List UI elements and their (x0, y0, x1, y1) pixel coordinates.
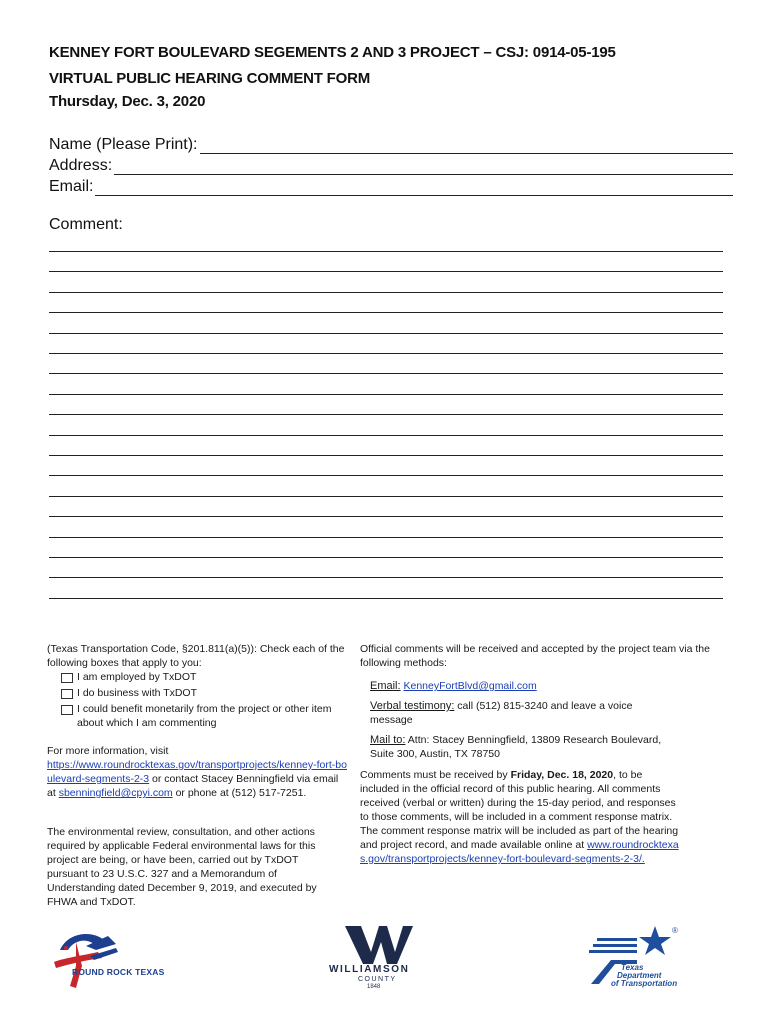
method-verbal-label: Verbal testimony: (370, 700, 455, 712)
deadline-link[interactable]: www.roundrocktexas.gov/transportprojects/kenney-fort-boulevard-segments-2-3/. (360, 839, 679, 865)
deadline-body: , to be included in the official record of this public hearing. All comments received (verbal or written) during the 15-day period, and responses to those comments, will be included in a comment response matrix. The comment response matrix will be included as part of the hearing and project record, and made available online at (360, 769, 679, 851)
email-input-line[interactable] (95, 180, 733, 196)
comment-line[interactable] (49, 496, 723, 497)
more-info-mid: or contact Stacey Benningfield via email at (47, 773, 339, 799)
deadline-prefix: Comments must be received by (360, 769, 511, 781)
name-field[interactable] (49, 134, 733, 154)
comment-line[interactable] (49, 312, 723, 313)
comment-line[interactable] (49, 292, 723, 293)
williamson-w-icon (325, 922, 425, 966)
comment-line[interactable] (49, 333, 723, 334)
hearing-date: Thursday, Dec. 3, 2020 (49, 93, 206, 110)
comment-line[interactable] (49, 598, 723, 599)
comment-line[interactable] (49, 251, 723, 252)
more-info-text (47, 744, 347, 800)
method-verbal (370, 699, 670, 727)
checkbox-label: I could benefit monetarily from the project or other item about which I am commenting (77, 703, 332, 729)
deadline-date: Friday, Dec. 18, 2020 (510, 769, 614, 781)
method-email-link[interactable]: KenneyFortBlvd@gmail.com (403, 680, 537, 692)
comment-line[interactable] (49, 475, 723, 476)
more-info-suffix: or phone at (512) 517-7251. (172, 787, 307, 799)
methods-intro: Official comments will be received and accepted by the project team via the following methods: (360, 643, 710, 669)
williamson-county-logo (325, 922, 425, 992)
txdot-logo (583, 920, 683, 990)
checkbox-icon[interactable] (61, 689, 73, 699)
environmental-statement: The environmental review, consultation, and other actions required by applicable Federal environmental laws for this project are being, or have been, carried out by TxDOT pursuant to 23 U.S.C. 327 and a Memorandum of Understanding dated December 9, 2019, and executed by FHWA and TxDOT. (47, 826, 317, 908)
email-label: Email: (49, 178, 94, 195)
deadline-statement (360, 768, 680, 866)
method-mail-value: Attn: Stacey Benningfield, 13809 Research Boulevard, Suite 300, Austin, TX 78750 (370, 734, 662, 760)
project-link[interactable]: https://www.roundrocktexas.gov/transportprojects/kenney-fort-boulevard-segments-2-3 (47, 759, 347, 785)
comment-line[interactable] (49, 455, 723, 456)
name-label: Name (Please Print): (49, 136, 198, 153)
comment-line[interactable] (49, 353, 723, 354)
method-mail (370, 733, 670, 761)
more-info-prefix: For more information, visit (47, 745, 169, 757)
address-input-line[interactable] (114, 159, 733, 175)
comment-label: Comment: (49, 216, 123, 233)
checkbox-icon[interactable] (61, 705, 73, 715)
comment-line[interactable] (49, 577, 723, 578)
checkbox-label: I am employed by TxDOT (77, 671, 197, 683)
comment-line[interactable] (49, 373, 723, 374)
comment-line[interactable] (49, 516, 723, 517)
round-rock-emblem-icon (46, 922, 176, 994)
checkbox-benefit[interactable] (61, 702, 351, 730)
comment-line[interactable] (49, 271, 723, 272)
method-mail-label: Mail to: (370, 734, 406, 746)
address-label: Address: (49, 157, 113, 174)
method-email-label: Email: (370, 680, 401, 692)
disclosure-intro: (Texas Transportation Code, §201.811(a)(5)): Check each of the following boxes that apply to you: (47, 643, 345, 669)
txdot-line3: of Transportation (611, 979, 678, 988)
project-title: KENNEY FORT BOULEVARD SEGEMENTS 2 AND 3 PROJECT – CSJ: 0914-05-195 (49, 44, 616, 61)
comment-line[interactable] (49, 435, 723, 436)
williamson-name: WILLIAMSON (329, 964, 410, 975)
email-field[interactable] (49, 176, 733, 196)
round-rock-logo (46, 922, 176, 994)
checkbox-icon[interactable] (61, 673, 73, 683)
comment-line[interactable] (49, 537, 723, 538)
checkbox-employed[interactable] (61, 670, 351, 684)
txdot-line2: Department (617, 971, 662, 980)
williamson-county: COUNTY (358, 976, 397, 983)
comment-line[interactable] (49, 394, 723, 395)
contact-email-link[interactable]: sbenningfield@cpyi.com (58, 787, 173, 799)
method-email (370, 679, 670, 693)
checkbox-business[interactable] (61, 686, 351, 700)
name-input-line[interactable] (200, 138, 734, 154)
address-field[interactable] (49, 155, 733, 175)
method-verbal-value: call (512) 815-3240 and leave a voice message (370, 700, 633, 726)
checkbox-label: I do business with TxDOT (77, 687, 198, 699)
txdot-registered: ® (672, 926, 678, 935)
williamson-year: 1848 (367, 984, 381, 990)
comment-line[interactable] (49, 557, 723, 558)
txdot-line1: Texas (621, 963, 644, 972)
round-rock-wordmark: ROUND ROCK TEXAS (72, 967, 165, 977)
form-title: VIRTUAL PUBLIC HEARING COMMENT FORM (49, 70, 371, 87)
comment-line[interactable] (49, 414, 723, 415)
